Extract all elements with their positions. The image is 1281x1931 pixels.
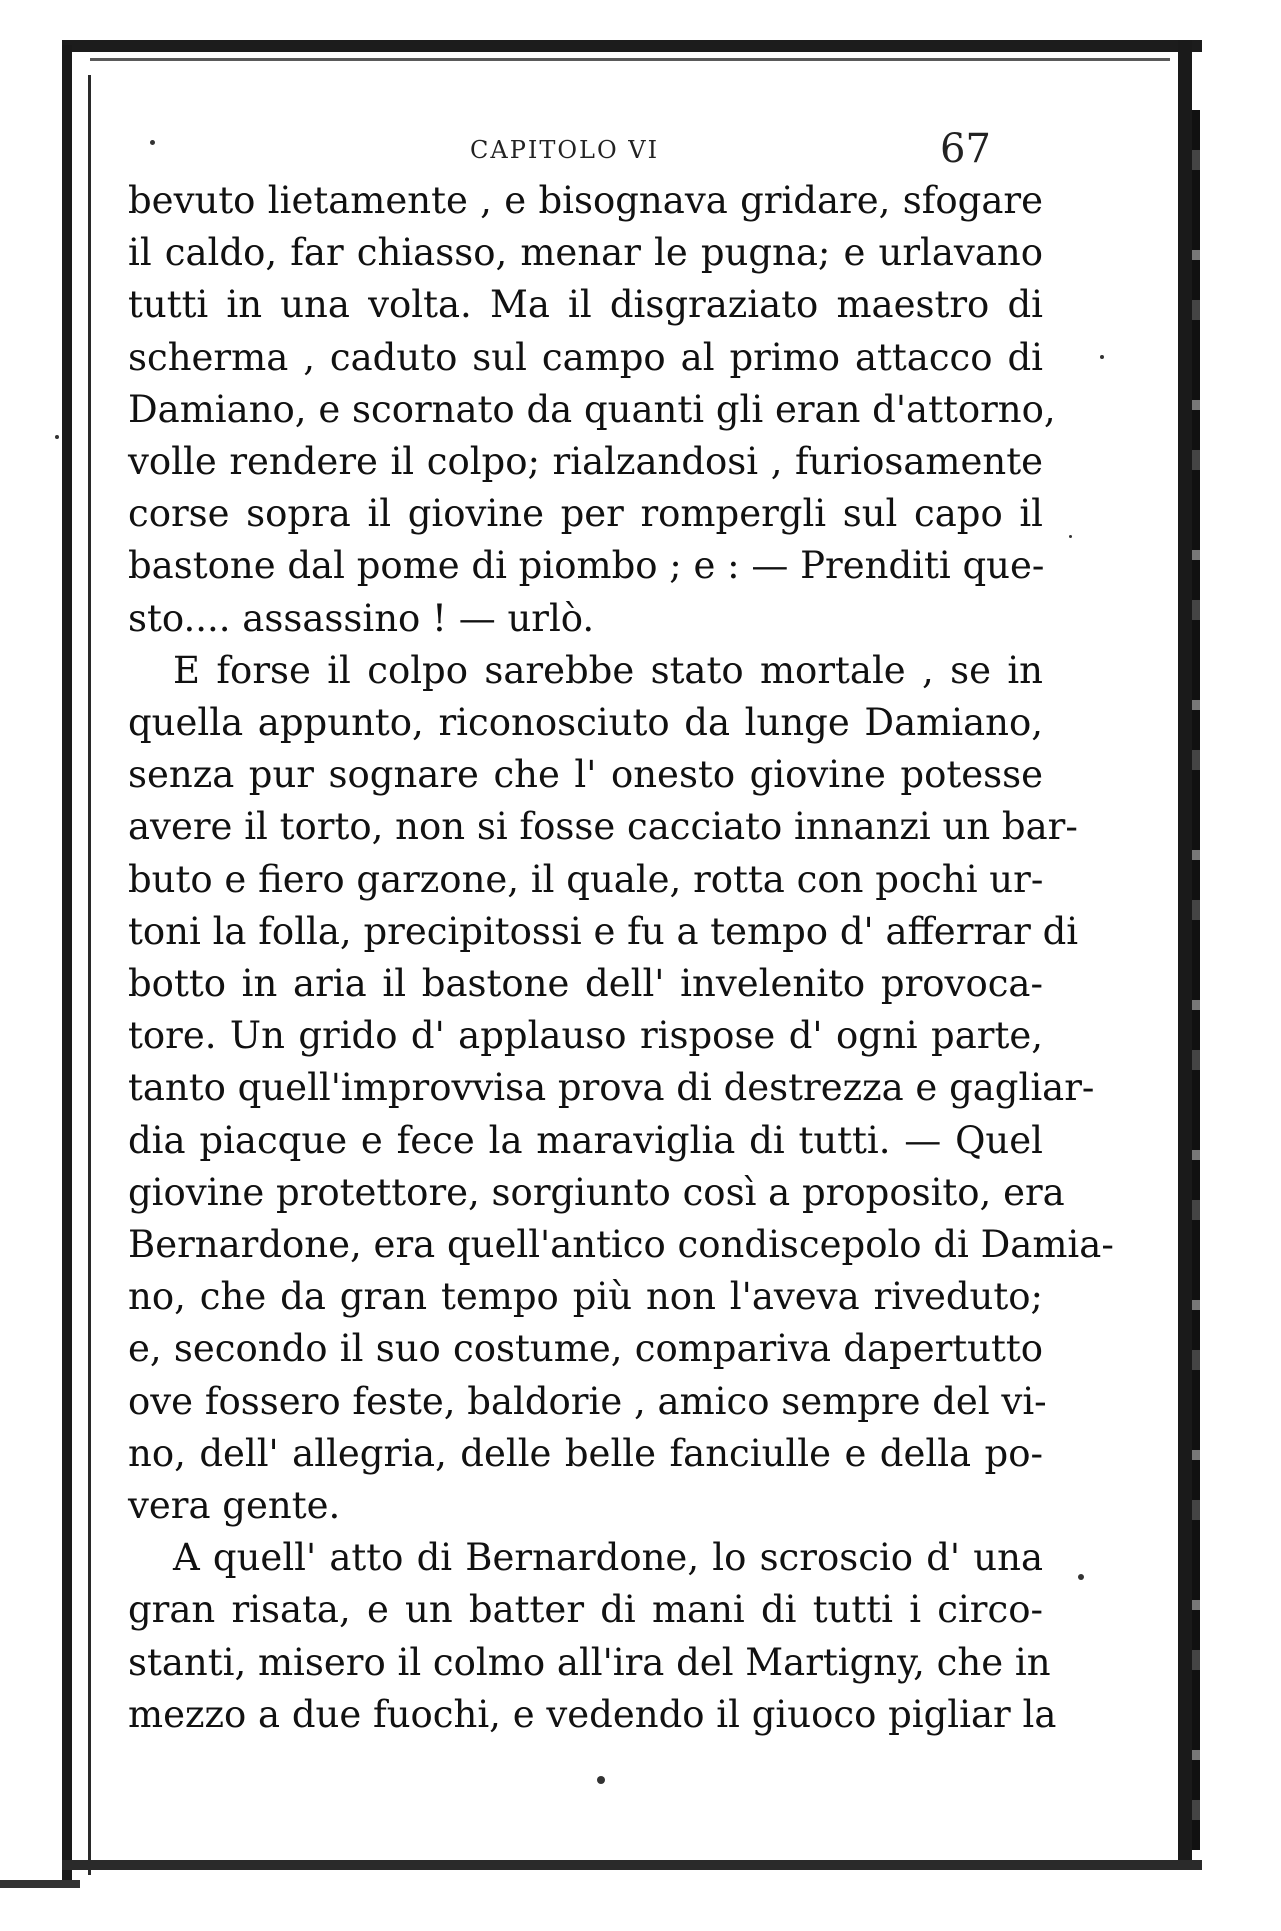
scan-speck — [55, 435, 59, 439]
scan-speck — [597, 1776, 605, 1784]
text-line: E forse il colpo sarebbe stato mortale , se in — [173, 648, 1043, 692]
text-line: bastone dal pome di piombo ; e : — Prenditi que- — [128, 544, 1045, 588]
text-line: quella appunto, riconosciuto da lunge Damiano, — [128, 701, 1043, 745]
text-line: dia piacque e fece la maraviglia di tutti. — Quel — [128, 1118, 1043, 1162]
text-line: bevuto lietamente , e bisognava gridare, sfogare — [128, 179, 1043, 222]
page-top-edge-inner — [90, 58, 1170, 61]
page-right-edge — [1178, 40, 1192, 1870]
text-line: stanti, misero il colmo all'ira del Martigny, che in — [128, 1640, 1051, 1684]
text-line: no, che da gran tempo più non l'aveva riveduto; — [128, 1275, 1043, 1319]
text-line: avere il torto, non si fosse cacciato innanzi un bar- — [128, 805, 1078, 849]
text-line: volle rendere il colpo; rialzandosi , furiosamente — [128, 440, 1043, 484]
text-line: giovine protettore, sorgiunto così a proposito, era — [128, 1170, 1065, 1214]
page-bottom-strip — [0, 1880, 80, 1888]
text-line: sto.... assassino ! — urlò. — [128, 596, 595, 640]
page-spine-edge — [62, 45, 72, 1885]
text-line: botto in aria il bastone dell' invelenito provoca- — [128, 962, 1043, 1006]
body-text — [128, 175, 1114, 1741]
text-line: ove fossero feste, baldorie , amico sempre del vi- — [128, 1379, 1047, 1423]
scan-speck — [1069, 535, 1072, 538]
text-line: vera gente. — [128, 1484, 341, 1528]
scan-speck — [1078, 1574, 1084, 1580]
text-line: Bernardone, era quell'antico condiscepolo di Damia- — [128, 1223, 1114, 1267]
text-line: gran risata, e un batter di mani di tutti i circo- — [128, 1588, 1043, 1632]
text-line: tore. Un grido d' applauso rispose d' ogni parte, — [128, 1014, 1043, 1058]
text-line: e, secondo il suo costume, compariva dapertutto — [128, 1327, 1043, 1371]
page-bottom-edge — [62, 1860, 1202, 1870]
text-line: corse sopra il giovine per rompergli sul capo il — [128, 492, 1043, 536]
page-top-edge — [62, 40, 1202, 52]
text-line: buto e fiero garzone, il quale, rotta con pochi ur- — [128, 857, 1044, 901]
text-line: no, dell' allegria, delle belle fanciulle e della po- — [128, 1431, 1043, 1475]
text-line: scherma , caduto sul campo al primo attacco di — [128, 335, 1043, 379]
text-line: senza pur sognare che l' onesto giovine potesse — [128, 753, 1043, 797]
text-line: il caldo, far chiasso, menar le pugna; e urlavano — [128, 231, 1043, 275]
page-header — [130, 126, 1030, 172]
text-line: Damiano, e scornato da quanti gli eran d'attorno, — [128, 387, 1056, 431]
text-line: tutti in una volta. Ma il disgraziato maestro di — [128, 283, 1043, 327]
running-title: CAPITOLO VI — [470, 136, 660, 164]
scan-speck — [1100, 355, 1104, 359]
text-line: A quell' atto di Bernardone, lo scroscio d' una — [173, 1536, 1043, 1580]
page-gutter-line — [88, 75, 91, 1875]
text-line: tanto quell'improvvisa prova di destrezza e gagliar- — [128, 1066, 1095, 1110]
page-number: 67 — [940, 126, 991, 172]
text-line: mezzo a due fuochi, e vedendo il giuoco pigliar la — [128, 1692, 1057, 1736]
text-line: toni la folla, precipitossi e fu a tempo d' afferrar di — [128, 909, 1079, 953]
page-right-scan-noise — [1192, 110, 1200, 1850]
